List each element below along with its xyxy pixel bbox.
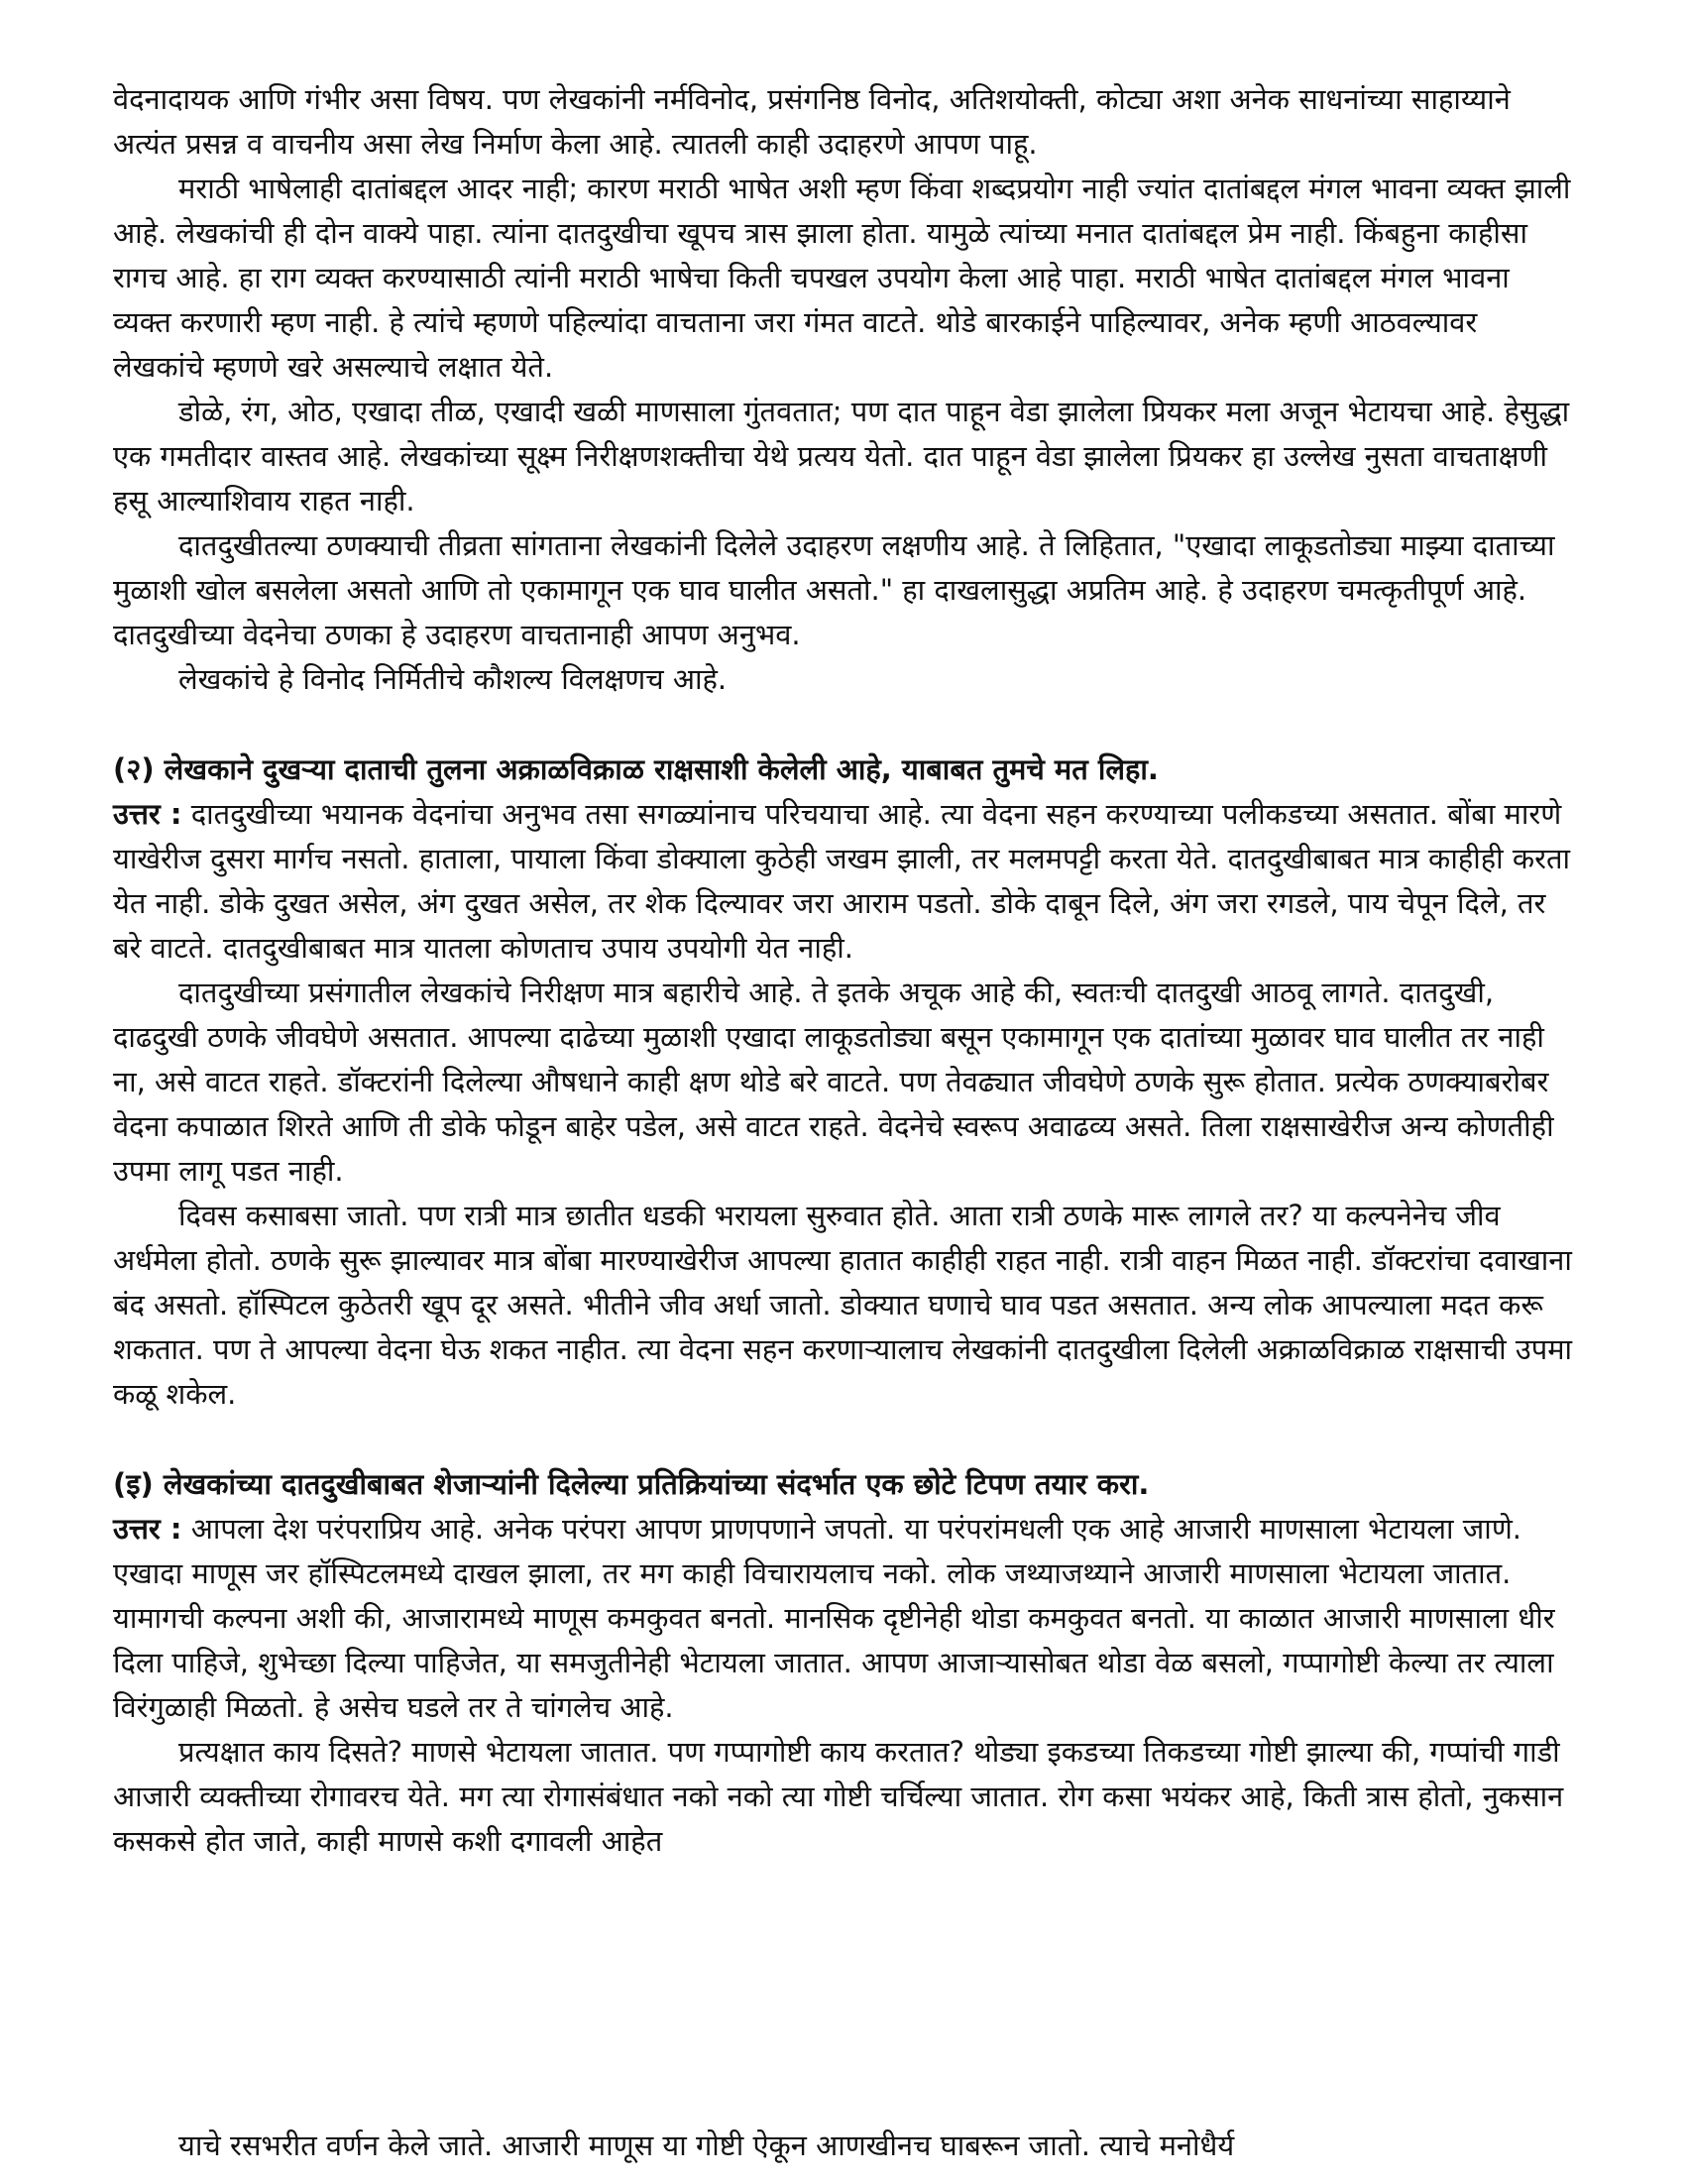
- question-heading: (२) लेखकाने दुखऱ्या दाताची तुलना अक्राळविक्राळ राक्षसाशी केलेली आहे, याबाबत तुमचे मत लिहा.: [113, 752, 1159, 786]
- paragraph: मराठी भाषेलाही दातांबद्दल आदर नाही; कारण मराठी भाषेत अशी म्हण किंवा शब्दप्रयोग नाही ज्यांत दातांबद्दल मंगल भावना व्यक्त झाली आहे. लेखकांची ही दोन वाक्ये पाहा. त्यांना दातदुखीचा खूपच त्रास झाला होता. यामुळे त्यांच्या मनात दातांबद्दल प्रेम नाही. किंबहुना काहीसा रागच आहे. हा राग व्यक्त करण्यासाठी त्यांनी मराठी भाषेचा किती चपखल उपयोग केला आहे पाहा. मराठी भाषेत दातांबद्दल मंगल भावना व्यक्त करणारी म्हण नाही. हे त्यांचे म्हणणे पहिल्यांदा वाचताना जरा गंमत वाटते. थोडे बारकाईने पाहिल्यावर, अनेक म्हणी आठवल्यावर लेखकांचे म्हणणे खरे असल्याचे लक्षात येते.: [113, 172, 1571, 384]
- paragraph: वेदनादायक आणि गंभीर असा विषय. पण लेखकांनी नर्मविनोद, प्रसंगनिष्ठ विनोद, अतिशयोक्ती, कोट्या अशा अनेक साधनांच्या साहाय्याने अत्यंत प्रसन्न व वाचनीय असा लेख निर्माण केला आहे. त्यातली काही उदाहरणे आपण पाहू.: [113, 82, 1511, 161]
- paragraph: दिवस कसाबसा जातो. पण रात्री मात्र छातीत धडकी भरायला सुरुवात होते. आता रात्री ठणके मारू लागले तर? या कल्पनेनेच जीव अर्धमेला होतो. ठणके सुरू झाल्यावर मात्र बोंबा मारण्याखेरीज आपल्या हातात काहीही राहत नाही. रात्री वाहन मिळत नाही. डॉक्टरांचा दवाखाना बंद असतो. हॉस्पिटल कुठेतरी खूप दूर असते. भीतीने जीव अर्धा जातो. डोक्यात घणाचे घाव पडत असतात. अन्य लोक आपल्याला मदत करू शकतात. पण ते आपल्या वेदना घेऊ शकत नाहीत. त्या वेदना सहन करणाऱ्यालाच लेखकांनी दातदुखीला दिलेली अक्राळविक्राळ राक्षसाची उपमा कळू शकेल.: [113, 1199, 1573, 1411]
- answer-label: उत्तर :: [113, 797, 182, 831]
- paragraph: प्रत्यक्षात काय दिसते? माणसे भेटायला जातात. पण गप्पागोष्टी काय करतात? थोड्या इकडच्या तिकडच्या गोष्टी झाल्या की, गप्पांची गाडी आजारी व्यक्तीच्या रोगावरच येते. मग त्या रोगासंबंधात नको नको त्या गोष्टी चर्चिल्या जातात. रोग कसा भयंकर आहे, किती त्रास होतो, नुकसान कसकसे होत जाते, काही माणसे कशी दगावली आहेत: [113, 1735, 1564, 1858]
- cropped-text-line: [113, 2124, 1576, 2162]
- answer-paragraph: [113, 792, 1576, 971]
- paragraph: दातदुखीच्या प्रसंगातील लेखकांचे निरीक्षण मात्र बहारीचे आहे. ते इतके अचूक आहे की, स्वतःची दातदुखी आठवू लागते. दातदुखी, दाढदुखी ठणके जीवघेणे असतात. आपल्या दाढेच्या मुळाशी एखादा लाकूडतोड्या बसून एकामागून एक दातांच्या मुळावर घाव घालीत तर नाही ना, असे वाटत राहते. डॉक्टरांनी दिलेल्या औषधाने काही क्षण थोडे बरे वाटते. पण तेवढ्यात जीवघेणे ठणके सुरू होतात. प्रत्येक ठणक्याबरोबर वेदना कपाळात शिरते आणि ती डोके फोडून बाहेर पडेल, असे वाटत राहते. वेदनेचे स्वरूप अवाढव्य असते. तिला राक्षसाखेरीज अन्य कोणतीही उपमा लागू पडत नाही.: [113, 976, 1554, 1188]
- paragraph: दातदुखीतल्या ठणक्याची तीव्रता सांगताना लेखकांनी दिलेले उदाहरण लक्षणीय आहे. ते लिहितात, "एखादा लाकूडतोड्या माझ्या दाताच्या मुळाशी खोल बसलेला असतो आणि तो एकामागून एक घाव घालीत असतो." हा दाखलासुद्धा अप्रतिम आहे. हे उदाहरण चमत्कृतीपूर्ण आहे. दातदुखीच्या वेदनेचा ठणका हे उदाहरण वाचतानाही आपण अनुभव.: [113, 528, 1555, 651]
- answer-text: आपला देश परंपराप्रिय आहे. अनेक परंपरा आपण प्राणपणाने जपतो. या परंपरांमधली एक आहे आजारी माणसाला भेटायला जाणे. एखादा माणूस जर हॉस्पिटलमध्ये दाखल झाला, तर मग काही विचारायलाच नको. लोक जथ्याजथ्याने आजारी माणसाला भेटायला जातात. यामागची कल्पना अशी की, आजारामध्ये माणूस कमकुवत बनतो. मानसिक दृष्टीनेही थोडा कमकुवत बनतो. या काळात आजारी माणसाला धीर दिला पाहिजे, शुभेच्छा दिल्या पाहिजेत, या समजुतीनेही भेटायला जातात. आपण आजाऱ्यासोबत थोडा वेळ बसलो, गप्पागोष्टी केल्या तर त्याला विरंगुळाही मिळतो. हे असेच घडले तर ते चांगलेच आहे.: [113, 1512, 1555, 1724]
- answer-label: उत्तर :: [113, 1512, 182, 1546]
- question-heading: (इ) लेखकांच्या दातदुखीबाबत शेजाऱ्यांनी दिलेल्या प्रतिक्रियांच्या संदर्भात एक छोटे टिपण तयार करा.: [113, 1467, 1150, 1501]
- section-gap: [113, 1417, 1576, 1462]
- paragraph: डोळे, रंग, ओठ, एखादा तीळ, एखादी खळी माणसाला गुंतवतात; पण दात पाहून वेडा झालेला प्रियकर मला अजून भेटायचा आहे. हेसुद्धा एक गमतीदार वास्तव आहे. लेखकांच्या सूक्ष्म निरीक्षणशक्तीचा येथे प्रत्यय येतो. दात पाहून वेडा झालेला प्रियकर हा उल्लेख नुसता वाचताक्षणी हसू आल्याशिवाय राहत नाही.: [113, 395, 1570, 517]
- paragraph: लेखकांचे हे विनोद निर्मितीचे कौशल्य विलक्षणच आहे.: [178, 662, 728, 696]
- paragraph: याचे रसभरीत वर्णन केले जाते. आजारी माणूस या गोष्टी ऐकून आणखीनच घाबरून जातो. त्याचे मनोधैर्य: [178, 2128, 1235, 2162]
- answer-text: दातदुखीच्या भयानक वेदनांचा अनुभव तसा सगळ्यांनाच परिचयाचा आहे. त्या वेदना सहन करण्याच्या पलीकडच्या असतात. बोंबा मारणे याखेरीज दुसरा मार्गच नसतो. हाताला, पायाला किंवा डोक्याला कुठेही जखम झाली, तर मलमपट्टी करता येते. दातदुखीबाबत मात्र काहीही करता येत नाही. डोके दुखत असेल, अंग दुखत असेल, तर शेक दिल्यावर जरा आराम पडतो. डोके दाबून दिले, अंग जरा रगडले, पाय चेपून दिले, तर बरे वाटते. दातदुखीबाबत मात्र यातला कोणताच उपाय उपयोगी येत नाही.: [113, 797, 1571, 965]
- document-page: [113, 77, 1576, 1864]
- answer-paragraph: [113, 1507, 1576, 1730]
- section-gap: [113, 702, 1576, 747]
